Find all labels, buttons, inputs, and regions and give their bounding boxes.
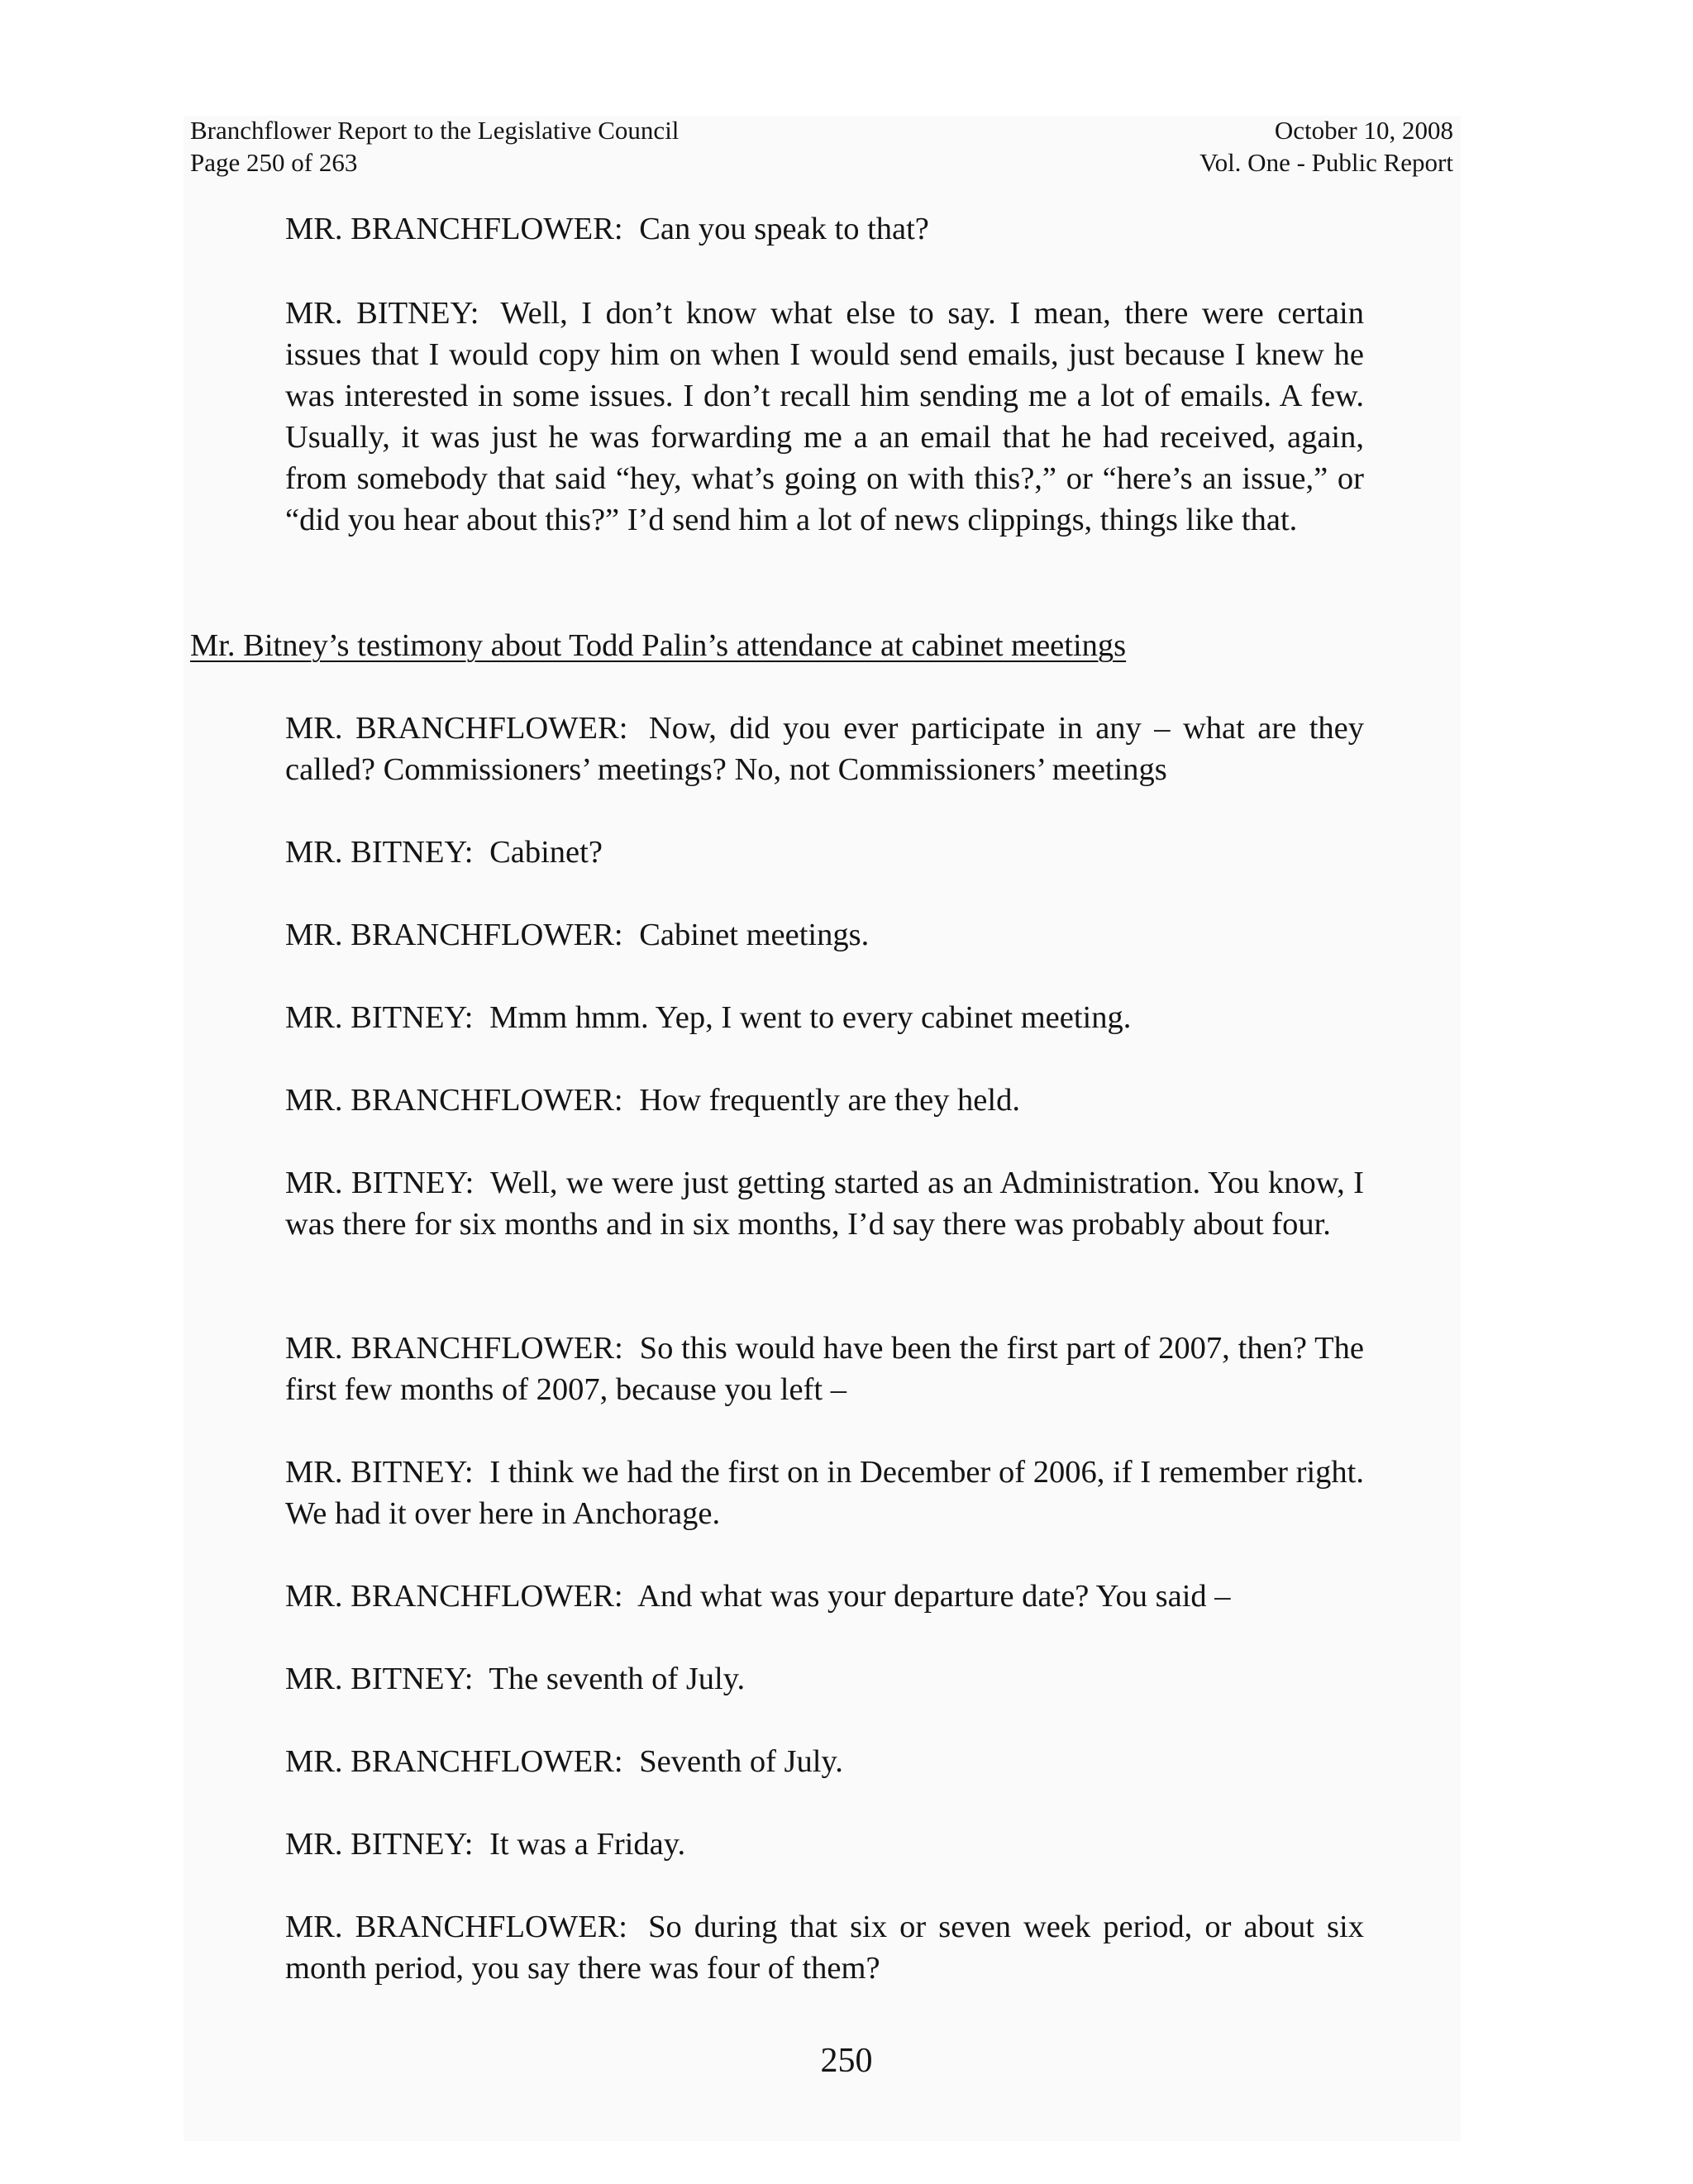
document-header-right xyxy=(1199,114,1453,179)
transcript-paragraph xyxy=(285,208,1364,250)
report-date: October 10, 2008 xyxy=(1274,116,1453,145)
report-title: Branchflower Report to the Legislative Council xyxy=(190,116,680,145)
speaker-label: MR. BITNEY: xyxy=(285,1166,475,1200)
speaker-label: MR. BITNEY: xyxy=(285,1455,474,1490)
speaker-label: MR. BRANCHFLOWER: xyxy=(285,918,623,952)
speaker-label: MR. BITNEY: xyxy=(285,1827,474,1862)
speech-text: So this would have been the first part of 2007, then? The first few months of 2007, because you left – xyxy=(285,1331,1365,1407)
transcript-paragraph xyxy=(285,914,1364,956)
speech-text: Mmm hmm. Yep, I went to every cabinet meeting. xyxy=(489,1000,1132,1035)
speech-text: Now, did you ever participate in any – what are they called? Commissioners’ meetings? No, not Commissioners’ meetings xyxy=(285,711,1365,787)
speaker-label: MR. BRANCHFLOWER: xyxy=(285,711,628,746)
speech-text: And what was your departure date? You said – xyxy=(637,1579,1231,1614)
speaker-label: MR. BRANCHFLOWER: xyxy=(285,1331,623,1366)
transcript-paragraph xyxy=(285,1658,1364,1700)
speech-text: The seventh of July. xyxy=(489,1662,746,1696)
speech-text: It was a Friday. xyxy=(489,1827,686,1862)
speaker-label: MR. BITNEY: xyxy=(285,296,479,331)
speaker-label: MR. BRANCHFLOWER: xyxy=(285,1744,623,1779)
transcript-paragraph xyxy=(285,293,1364,541)
section-heading: Mr. Bitney’s testimony about Todd Palin’s attendance at cabinet meetings xyxy=(190,628,1127,663)
transcript-paragraph xyxy=(285,708,1364,790)
transcript-paragraph xyxy=(285,1906,1364,1989)
speaker-label: MR. BRANCHFLOWER: xyxy=(285,1910,628,1944)
speaker-label: MR. BITNEY: xyxy=(285,835,474,870)
speech-text: Cabinet? xyxy=(489,835,603,870)
page-number: 250 xyxy=(820,2042,873,2080)
transcript-paragraph xyxy=(285,1576,1364,1617)
speaker-label: MR. BITNEY: xyxy=(285,1662,474,1696)
transcript-paragraph xyxy=(285,1162,1364,1245)
speech-text: Seventh of July. xyxy=(639,1744,843,1779)
speaker-label: MR. BRANCHFLOWER: xyxy=(285,1083,623,1118)
page-counter: Page 250 of 263 xyxy=(190,148,358,177)
speech-text: Well, we were just getting started as an Administration. You know, I was there for six months and in six months, I’d say there was probably about four. xyxy=(285,1166,1364,1242)
speech-text: Cabinet meetings. xyxy=(639,918,870,952)
speech-text: Can you speak to that? xyxy=(639,212,929,246)
transcript-paragraph xyxy=(285,1824,1364,1865)
speech-text: So during that six or seven week period, or about six month period, you say there was four of them? xyxy=(285,1910,1364,1986)
speech-text: How frequently are they held. xyxy=(639,1083,1020,1118)
speech-text: I think we had the first on in December of 2006, if I remember right. We had it over here in Anchorage. xyxy=(285,1455,1365,1531)
transcript-paragraph xyxy=(285,832,1364,873)
speaker-label: MR. BRANCHFLOWER: xyxy=(285,1579,623,1614)
speaker-label: MR. BRANCHFLOWER: xyxy=(285,212,623,246)
transcript-paragraph xyxy=(285,1080,1364,1121)
transcript-paragraph xyxy=(285,1452,1364,1534)
transcript-paragraph xyxy=(285,997,1364,1038)
speaker-label: MR. BITNEY: xyxy=(285,1000,474,1035)
document-header-left xyxy=(190,114,679,179)
volume-label: Vol. One - Public Report xyxy=(1199,148,1453,177)
speech-text: Well, I don’t know what else to say. I mean, there were certain issues that I would copy him on when I would send emails, just because I knew he was interested in some issues. I don’t recall him sending me a lot of emails. A few. Usually, it was just he was forwarding me a an email that he had received, again, from somebody that said “hey, what’s going on with this?,” or “here’s an issue,” or “did you hear about this?” I’d send him a lot of news clippings, things like that. xyxy=(285,296,1365,537)
transcript-paragraph xyxy=(285,1741,1364,1782)
transcript-paragraph xyxy=(285,1328,1364,1410)
